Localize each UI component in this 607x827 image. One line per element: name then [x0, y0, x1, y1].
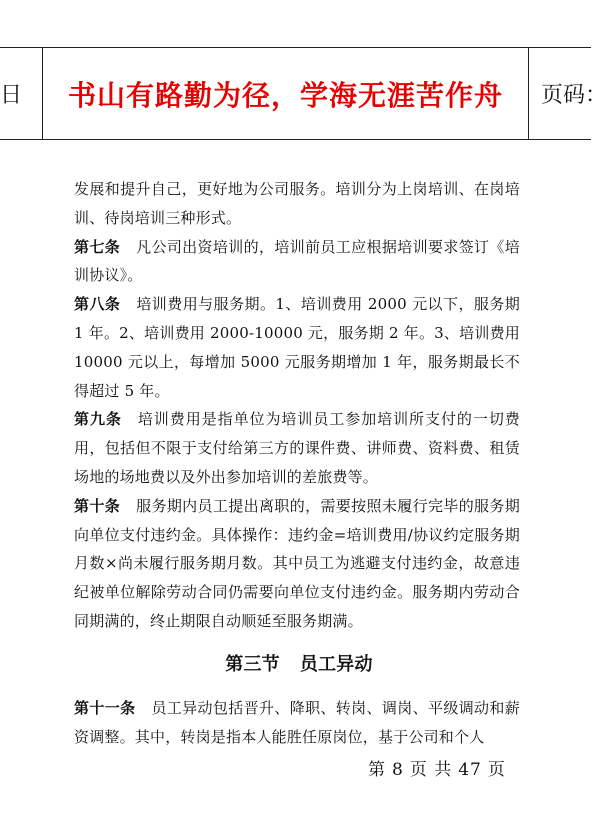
paragraph-article-10	[74, 492, 520, 636]
paragraph-article-9	[74, 405, 520, 491]
section-title: 员工异动	[299, 653, 373, 675]
paragraph-article-11	[74, 694, 520, 752]
article-number: 第七条	[74, 237, 121, 256]
paragraph-text: 服务期内员工提出离职的，需要按照未履行完毕的服务期向单位支付违约金。具体操作：违约金=培训费用/协议约定服务期月数×尚未履行服务期月数。其中员工为逃避支付违约金，故意违纪被单位解除劳动合同仍需要向单位支付违约金。服务期内劳动合同期满的，终止期限自动顺延至服务期满。	[74, 496, 520, 630]
paragraph-text: 发展和提升自己，更好地为公司服务。培训分为上岗培训、在岗培训、待岗培训三种形式。	[74, 180, 520, 227]
article-number: 第十一条	[74, 698, 136, 717]
section-number: 第三节	[225, 653, 280, 675]
page-footer	[368, 755, 512, 780]
section-heading	[78, 636, 520, 694]
article-number: 第九条	[74, 410, 122, 429]
paragraph-text: 员工异动包括晋升、降职、转岗、调岗、平级调动和薪资调整。其中，转岗是指本人能胜任原岗位，基于公司和个人	[74, 698, 520, 746]
article-number: 第十条	[74, 496, 121, 515]
footer-prefix: 第	[368, 760, 386, 780]
footer-total-pages: 47	[458, 760, 482, 780]
footer-mid: 页 共	[409, 760, 453, 780]
footer-page-number: 8	[392, 760, 404, 780]
paragraph	[74, 175, 520, 233]
article-number: 第八条	[74, 295, 121, 314]
footer-suffix: 页	[487, 760, 506, 780]
paragraph-text: 培训费用与服务期。1、培训费用 2000 元以下，服务期 1 年。2、培训费用 2000-10000 元，服务期 2 年。3、培训费用 10000 元以上，每增加 5000 元服务期增加 1 年，服务期最长不得超过 5 年。	[74, 295, 520, 400]
document-body	[74, 175, 520, 751]
paragraph-article-7	[74, 233, 520, 291]
page-header	[0, 47, 607, 140]
paragraph-article-8	[74, 290, 520, 405]
header-motto: 书山有路勤为径，学海无涯苦作舟	[43, 48, 529, 139]
header-left-text: 日	[0, 48, 43, 139]
header-page-label: 页码：	[541, 83, 607, 108]
paragraph-text: 培训费用是指单位为培训员工参加培训所支付的一切费用，包括但不限于支付给第三方的课件费、讲师费、资料费、租赁场地的场地费以及外出参加培训的差旅费等。	[74, 410, 520, 486]
paragraph-text: 凡公司出资培训的，培训前员工应根据培训要求签订《培训协议》。	[74, 237, 520, 285]
